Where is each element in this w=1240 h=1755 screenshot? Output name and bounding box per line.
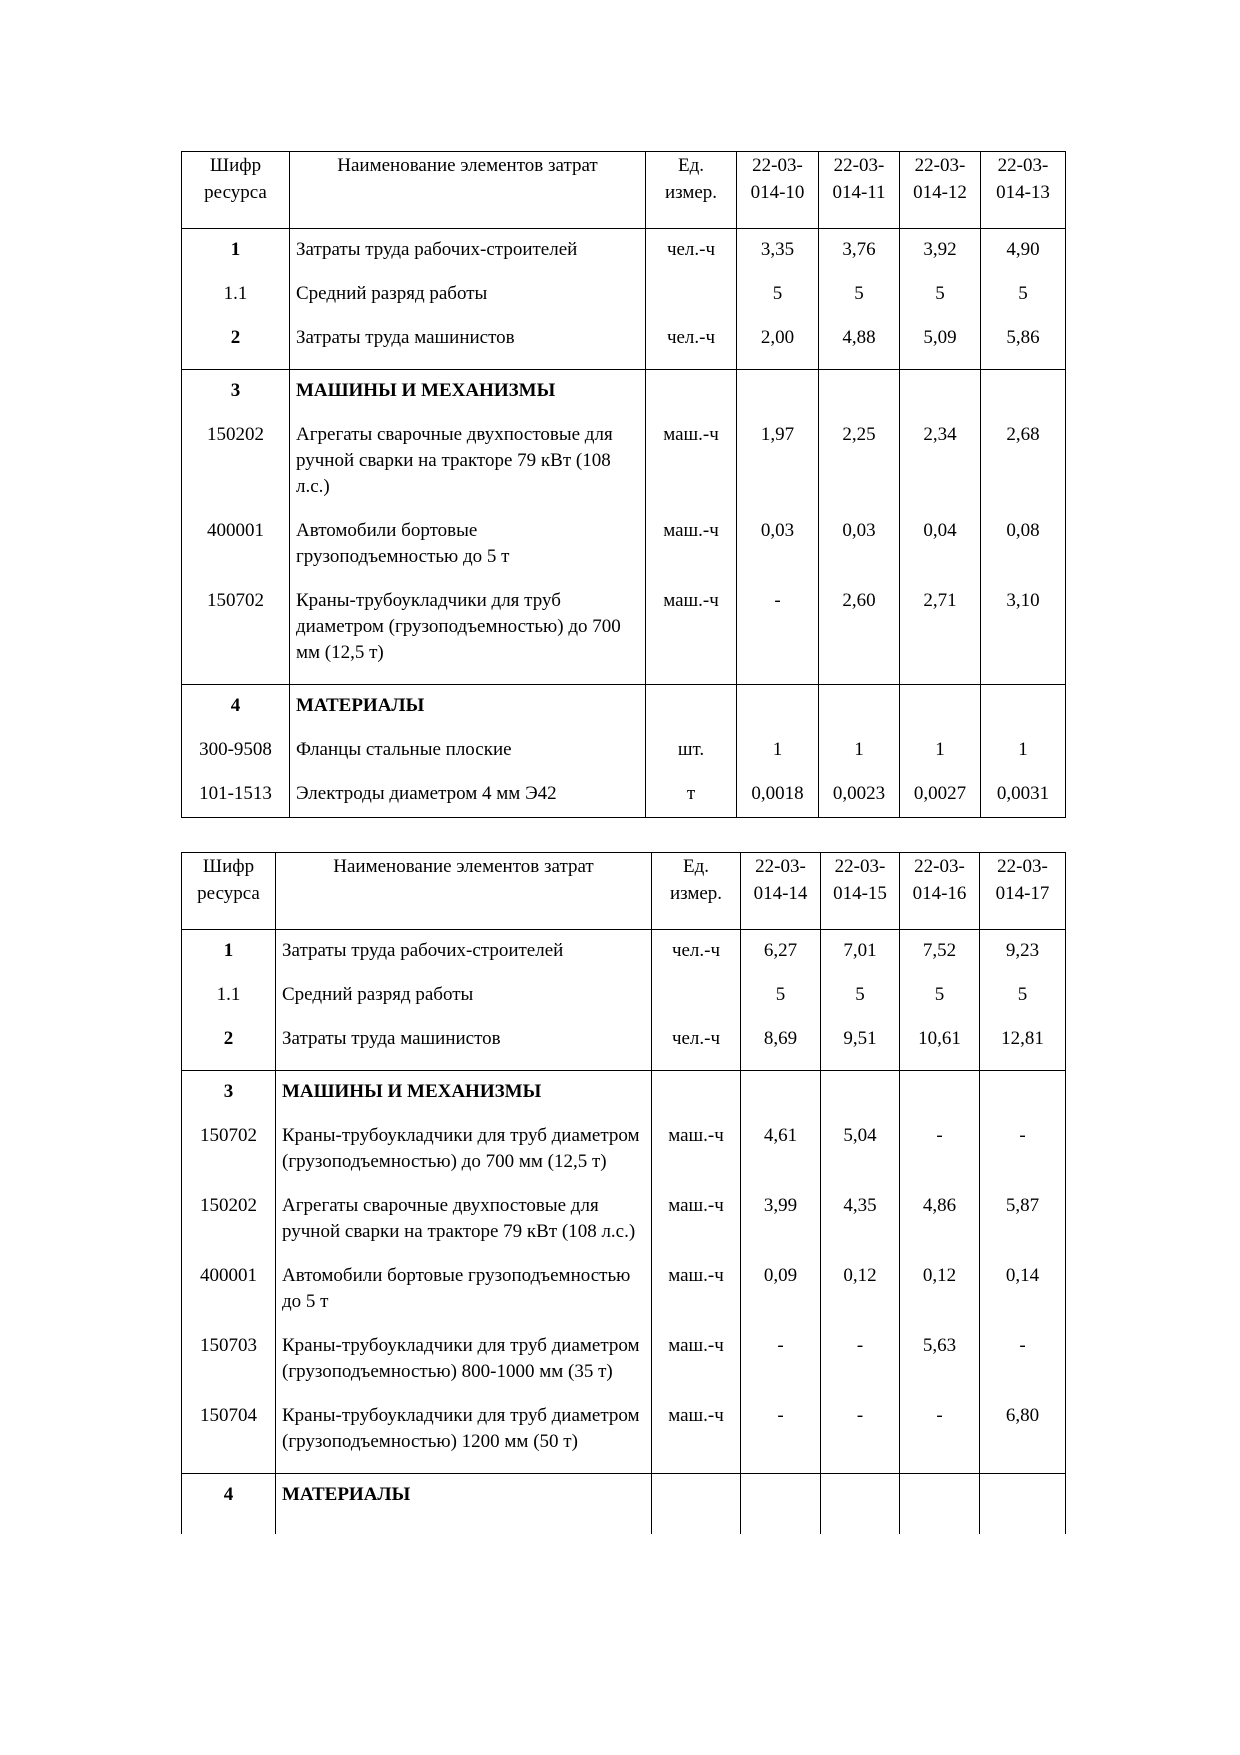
resource-value	[741, 1474, 821, 1535]
resource-table-body	[182, 853, 1066, 1535]
resource-value	[821, 1474, 900, 1535]
resource-unit	[646, 370, 737, 415]
resource-value: 5,09	[900, 317, 981, 370]
resource-table-body	[182, 152, 1066, 818]
resource-code: 4	[182, 685, 290, 730]
resource-value: 5	[900, 974, 980, 1018]
resource-value: 0,04	[900, 510, 981, 580]
table-row	[182, 229, 1066, 274]
resource-name: Средний разряд работы	[290, 273, 646, 317]
resource-unit	[652, 1071, 741, 1116]
resource-unit: шт.	[646, 729, 737, 773]
table-row	[182, 1395, 1066, 1474]
header-column-code-line: 22-03-	[834, 856, 886, 877]
header-code: Шифр ресурса	[182, 152, 290, 229]
resource-value: 0,12	[900, 1255, 980, 1325]
resource-name: МАТЕРИАЛЫ	[290, 685, 646, 730]
resource-value: 3,76	[819, 229, 900, 274]
resource-value	[900, 1071, 980, 1116]
resource-value	[737, 685, 819, 730]
resource-value: 0,0023	[819, 773, 900, 818]
header-column-code-line: 014-14	[753, 883, 808, 904]
header-unit: Ед. измер.	[646, 152, 737, 229]
resource-value	[981, 370, 1066, 415]
resource-value: 4,88	[819, 317, 900, 370]
resource-value: 4,86	[900, 1185, 980, 1255]
resource-value: 7,01	[821, 930, 900, 975]
resource-unit: т	[646, 773, 737, 818]
resource-value: 2,71	[900, 580, 981, 685]
resource-value	[900, 370, 981, 415]
table-row	[182, 580, 1066, 685]
header-column-code	[819, 152, 900, 229]
header-column-code	[980, 853, 1066, 930]
resource-unit: чел.-ч	[646, 229, 737, 274]
resource-value: 6,27	[741, 930, 821, 975]
resource-table-2	[181, 852, 1066, 1534]
resource-name: Затраты труда машинистов	[276, 1018, 652, 1071]
table-header-row	[182, 152, 1066, 229]
resource-name: Затраты труда рабочих-строителей	[290, 229, 646, 274]
resource-name: Автомобили бортовые грузоподъемностью до 5 т	[276, 1255, 652, 1325]
resource-value: 0,12	[821, 1255, 900, 1325]
resource-code: 150702	[182, 1115, 276, 1185]
resource-value: 0,14	[980, 1255, 1066, 1325]
resource-value: 2,60	[819, 580, 900, 685]
table-row	[182, 729, 1066, 773]
resource-code: 1.1	[182, 273, 290, 317]
resource-value: 5,04	[821, 1115, 900, 1185]
header-unit: Ед. измер.	[652, 853, 741, 930]
table-row	[182, 370, 1066, 415]
resource-unit: маш.-ч	[646, 580, 737, 685]
resource-code: 150704	[182, 1395, 276, 1474]
resource-value	[900, 685, 981, 730]
header-column-code-line: 014-16	[912, 883, 967, 904]
resource-code: 4	[182, 1474, 276, 1535]
resource-value: 2,34	[900, 414, 981, 510]
header-column-code-line: 22-03-	[997, 856, 1048, 877]
resource-value: 0,09	[741, 1255, 821, 1325]
table-row	[182, 1255, 1066, 1325]
header-column-code-line: 014-17	[995, 883, 1050, 904]
resource-unit: маш.-ч	[652, 1115, 741, 1185]
header-column-code	[981, 152, 1066, 229]
resource-value	[900, 1474, 980, 1535]
resource-value	[819, 685, 900, 730]
resource-value: 1,97	[737, 414, 819, 510]
resource-value	[980, 1474, 1066, 1535]
table-row	[182, 510, 1066, 580]
resource-value: 1	[819, 729, 900, 773]
header-code: Шифр ресурса	[182, 853, 276, 930]
header-column-code-line: 014-13	[996, 182, 1050, 203]
table-row	[182, 974, 1066, 1018]
table-row	[182, 1071, 1066, 1116]
table-row	[182, 1474, 1066, 1535]
resource-name: Агрегаты сварочные двухпостовые для ручной сварки на тракторе 79 кВт (108 л.с.)	[276, 1185, 652, 1255]
table-row	[182, 273, 1066, 317]
resource-value: 5	[980, 974, 1066, 1018]
resource-value: 0,0027	[900, 773, 981, 818]
resource-code: 3	[182, 1071, 276, 1116]
resource-unit: маш.-ч	[652, 1185, 741, 1255]
table-row	[182, 685, 1066, 730]
resource-code: 150703	[182, 1325, 276, 1395]
resource-unit: чел.-ч	[652, 930, 741, 975]
header-column-code-line: 22-03-	[755, 856, 806, 877]
resource-unit: маш.-ч	[652, 1395, 741, 1474]
table-row	[182, 773, 1066, 818]
resource-value: -	[980, 1325, 1066, 1395]
resource-unit: маш.-ч	[646, 510, 737, 580]
resource-name: МАТЕРИАЛЫ	[276, 1474, 652, 1535]
resource-value: 8,69	[741, 1018, 821, 1071]
resource-name: Электроды диаметром 4 мм Э42	[290, 773, 646, 818]
resource-value: 3,35	[737, 229, 819, 274]
resource-value: 5,63	[900, 1325, 980, 1395]
resource-value: 4,35	[821, 1185, 900, 1255]
header-name: Наименование элементов затрат	[276, 853, 652, 930]
resource-code: 400001	[182, 1255, 276, 1325]
resource-value: 5,86	[981, 317, 1066, 370]
resource-value: 0,03	[819, 510, 900, 580]
resource-name: Средний разряд работы	[276, 974, 652, 1018]
table-row	[182, 317, 1066, 370]
resource-value: 9,51	[821, 1018, 900, 1071]
resource-value	[737, 370, 819, 415]
resource-unit: маш.-ч	[646, 414, 737, 510]
resource-code: 300-9508	[182, 729, 290, 773]
header-column-code	[737, 152, 819, 229]
table-row	[182, 1115, 1066, 1185]
header-column-code	[900, 853, 980, 930]
resource-name: Затраты труда машинистов	[290, 317, 646, 370]
resource-name: Автомобили бортовые грузоподъемностью до 5 т	[290, 510, 646, 580]
resource-code: 3	[182, 370, 290, 415]
header-column-code-line: 22-03-	[752, 155, 803, 176]
resource-value: 1	[737, 729, 819, 773]
resource-table-1	[181, 151, 1066, 818]
resource-value: 0,08	[981, 510, 1066, 580]
header-column-code-line: 014-11	[832, 182, 886, 203]
resource-value: 0,03	[737, 510, 819, 580]
resource-unit: чел.-ч	[652, 1018, 741, 1071]
resource-unit	[652, 974, 741, 1018]
resource-code: 101-1513	[182, 773, 290, 818]
resource-value: -	[741, 1395, 821, 1474]
resource-value	[819, 370, 900, 415]
resource-name: Краны-трубоукладчики для труб диаметром (грузоподъемностью) до 700 мм (12,5 т)	[276, 1115, 652, 1185]
table-row	[182, 930, 1066, 975]
table-row	[182, 414, 1066, 510]
resource-value: 7,52	[900, 930, 980, 975]
table-header-row	[182, 853, 1066, 930]
resource-name: Краны-трубоукладчики для труб диаметром (грузоподъемностью) 1200 мм (50 т)	[276, 1395, 652, 1474]
table-row	[182, 1325, 1066, 1395]
resource-unit	[646, 685, 737, 730]
resource-code: 150702	[182, 580, 290, 685]
resource-value: -	[900, 1395, 980, 1474]
header-column-code-line: 22-03-	[997, 155, 1049, 176]
resource-value: 12,81	[980, 1018, 1066, 1071]
resource-value: 5	[819, 273, 900, 317]
resource-code: 1	[182, 930, 276, 975]
table-row	[182, 1185, 1066, 1255]
resource-code: 1	[182, 229, 290, 274]
resource-value: 0,0031	[981, 773, 1066, 818]
resource-value	[980, 1071, 1066, 1116]
resource-value: -	[741, 1325, 821, 1395]
resource-name: Фланцы стальные плоские	[290, 729, 646, 773]
resource-value: -	[980, 1115, 1066, 1185]
header-column-code-line: 22-03-	[914, 155, 966, 176]
resource-unit: чел.-ч	[646, 317, 737, 370]
resource-value	[741, 1071, 821, 1116]
resource-value: 3,92	[900, 229, 981, 274]
resource-code: 150202	[182, 414, 290, 510]
resource-name: Агрегаты сварочные двухпостовые для ручной сварки на тракторе 79 кВт (108 л.с.)	[290, 414, 646, 510]
header-column-code	[821, 853, 900, 930]
resource-name: Краны-трубоукладчики для труб диаметром (грузоподъемностью) до 700 мм (12,5 т)	[290, 580, 646, 685]
resource-value: 0,0018	[737, 773, 819, 818]
resource-value: 9,23	[980, 930, 1066, 975]
resource-value: 1	[900, 729, 981, 773]
resource-name: МАШИНЫ И МЕХАНИЗМЫ	[276, 1071, 652, 1116]
resource-value: 5	[821, 974, 900, 1018]
resource-value: 1	[981, 729, 1066, 773]
resource-unit	[652, 1474, 741, 1535]
resource-unit: маш.-ч	[652, 1255, 741, 1325]
resource-code: 400001	[182, 510, 290, 580]
header-column-code-line: 22-03-	[914, 856, 965, 877]
resource-value: -	[821, 1325, 900, 1395]
header-column-code	[741, 853, 821, 930]
resource-value: 5	[737, 273, 819, 317]
resource-value: -	[821, 1395, 900, 1474]
table-row	[182, 1018, 1066, 1071]
resource-code: 2	[182, 1018, 276, 1071]
resource-unit: маш.-ч	[652, 1325, 741, 1395]
resource-value: 2,00	[737, 317, 819, 370]
header-column-code-line: 014-10	[750, 182, 805, 203]
resource-value: 4,90	[981, 229, 1066, 274]
resource-value: -	[900, 1115, 980, 1185]
header-column-code-line: 22-03-	[833, 155, 885, 176]
resource-value: 6,80	[980, 1395, 1066, 1474]
resource-value: 5	[981, 273, 1066, 317]
resource-value: 10,61	[900, 1018, 980, 1071]
header-column-code-line: 014-12	[913, 182, 967, 203]
resource-value: 5	[900, 273, 981, 317]
resource-value: 2,25	[819, 414, 900, 510]
resource-value: 5,87	[980, 1185, 1066, 1255]
resource-name: Краны-трубоукладчики для труб диаметром (грузоподъемностью) 800-1000 мм (35 т)	[276, 1325, 652, 1395]
resource-value: 2,68	[981, 414, 1066, 510]
resource-code: 2	[182, 317, 290, 370]
resource-value: 3,99	[741, 1185, 821, 1255]
resource-name: Затраты труда рабочих-строителей	[276, 930, 652, 975]
resource-value: 3,10	[981, 580, 1066, 685]
resource-value: 5	[741, 974, 821, 1018]
resource-value	[981, 685, 1066, 730]
header-column-code	[900, 152, 981, 229]
resource-code: 1.1	[182, 974, 276, 1018]
resource-value: 4,61	[741, 1115, 821, 1185]
resource-name: МАШИНЫ И МЕХАНИЗМЫ	[290, 370, 646, 415]
resource-value	[821, 1071, 900, 1116]
resource-value: -	[737, 580, 819, 685]
resource-unit	[646, 273, 737, 317]
header-column-code-line: 014-15	[833, 883, 887, 904]
header-name: Наименование элементов затрат	[290, 152, 646, 229]
resource-code: 150202	[182, 1185, 276, 1255]
